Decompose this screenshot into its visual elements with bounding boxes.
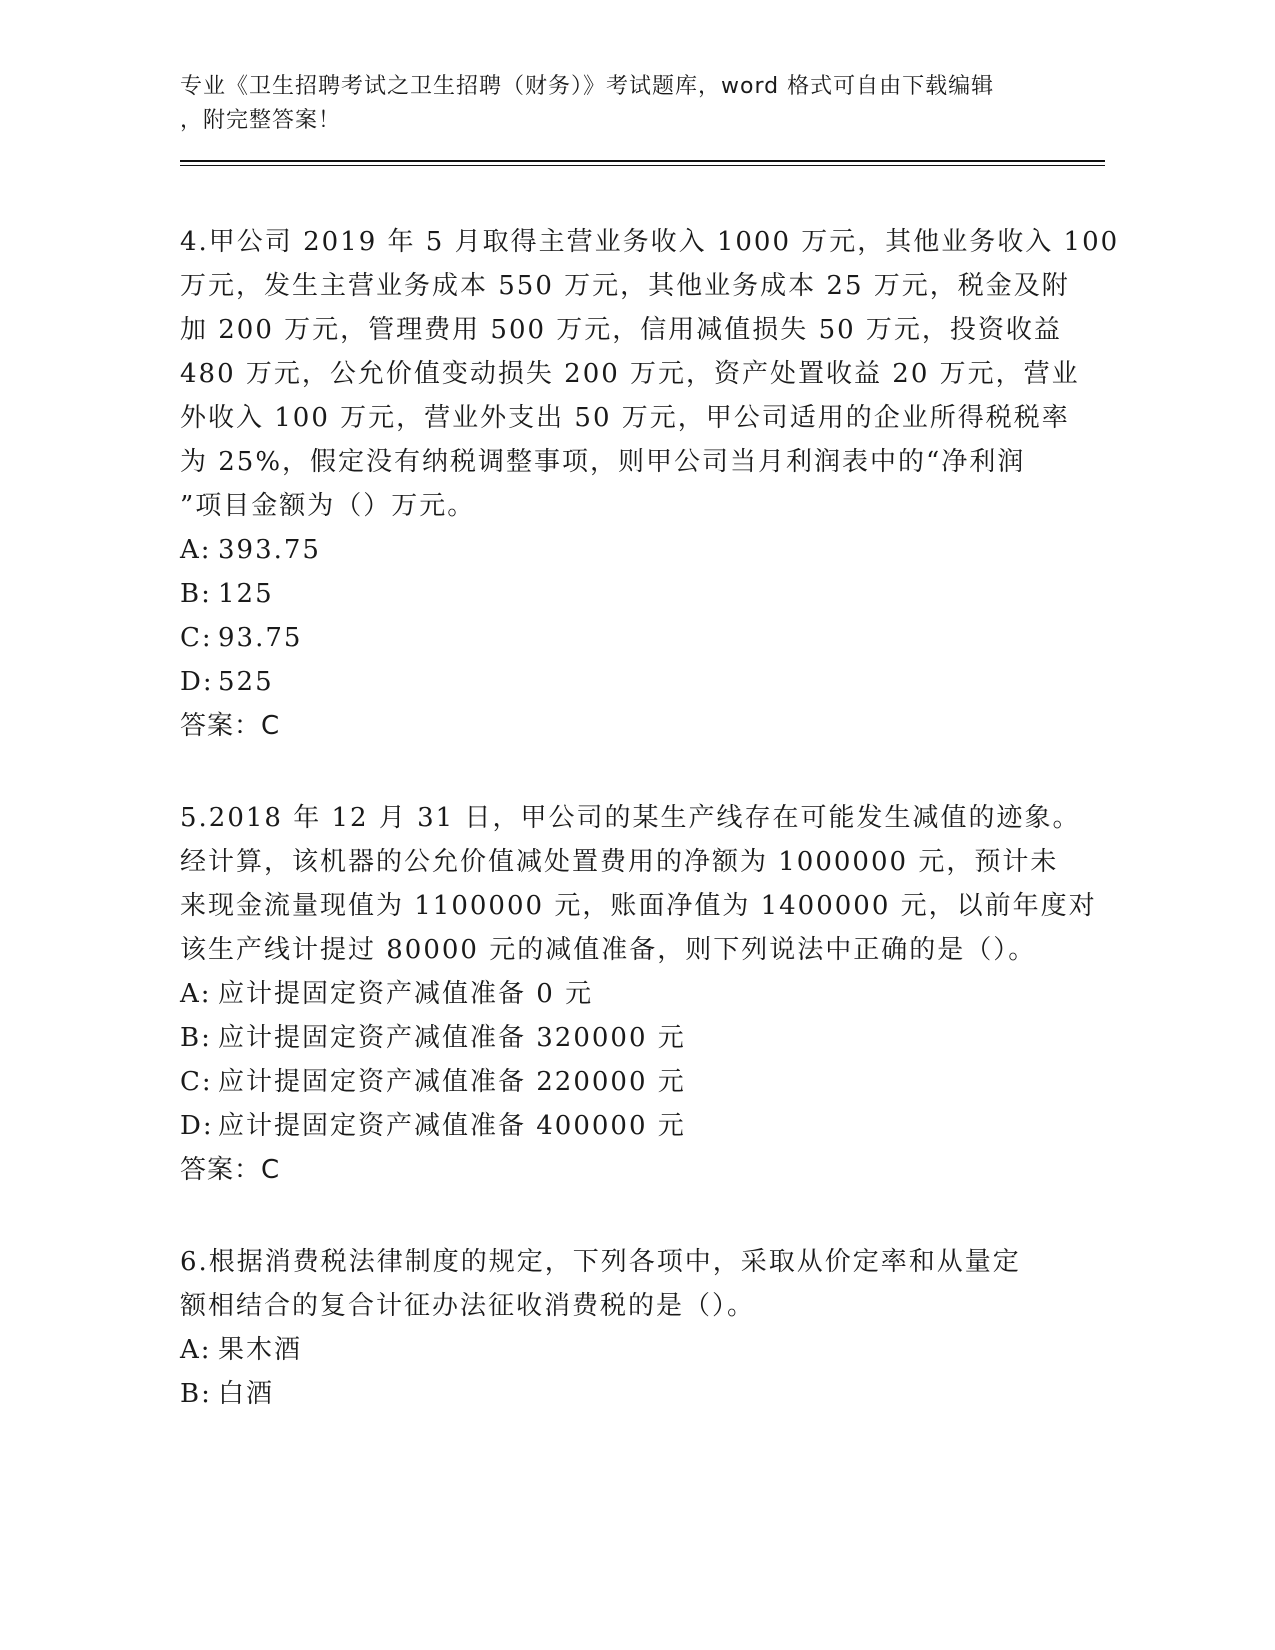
option-text: 125 — [218, 579, 274, 609]
option-text: 白酒 — [218, 1379, 275, 1409]
question-text-line: 外收入 100 万元，营业外支出 50 万元，甲公司适用的企业所得税税率 — [180, 403, 1070, 433]
option-text: 果木酒 — [218, 1335, 303, 1365]
question-text-line: ”项目金额为（）万元。 — [180, 491, 476, 521]
option-text: 应计提固定资产减值准备 320000 元 — [218, 1023, 686, 1053]
question-text-line: 为 25%，假定没有纳税调整事项，则甲公司当月利润表中的“净利润 — [180, 447, 1026, 477]
option-text: 525 — [218, 667, 274, 697]
option-key: C: — [180, 623, 213, 653]
option-b — [180, 1016, 1080, 1060]
option-b — [180, 572, 1080, 616]
option-c — [180, 616, 1080, 660]
option-d — [180, 660, 1080, 704]
question-text-line: 4.甲公司 2019 年 5 月取得主营业务收入 1000 万元，其他业务收入 100 — [180, 227, 1120, 257]
question-text-line: 额相结合的复合计征办法征收消费税的是（）。 — [180, 1291, 756, 1321]
question-text-line: 480 万元，公允价值变动损失 200 万元，资产处置收益 20 万元，营业 — [180, 359, 1080, 389]
option-text: 应计提固定资产减值准备 220000 元 — [218, 1067, 686, 1097]
question-text-line: 6.根据消费税法律制度的规定，下列各项中，采取从价定率和从量定 — [180, 1247, 1021, 1277]
question-5 — [180, 796, 1097, 1192]
document-header — [180, 70, 1080, 138]
option-text: 393.75 — [218, 535, 321, 565]
question-4 — [180, 220, 1120, 748]
question-text-line: 经计算，该机器的公允价值减处置费用的净额为 1000000 元，预计未 — [180, 847, 1059, 877]
header-divider — [180, 160, 1105, 166]
option-text: 93.75 — [218, 623, 303, 653]
option-a — [180, 972, 1080, 1016]
divider-line-thick — [180, 160, 1105, 162]
option-key: B: — [180, 1023, 212, 1053]
option-a — [180, 1328, 1080, 1372]
option-key: A: — [180, 1335, 212, 1365]
option-key: D: — [180, 667, 214, 697]
option-d — [180, 1104, 1080, 1148]
option-key: A: — [180, 535, 212, 565]
answer-line: 答案：C — [180, 711, 281, 741]
document-page — [180, 70, 1120, 1416]
divider-line-thin — [180, 165, 1105, 166]
option-key: D: — [180, 1111, 214, 1141]
question-text-line: 该生产线计提过 80000 元的减值准备，则下列说法中正确的是（）。 — [180, 935, 1037, 965]
option-c — [180, 1060, 1080, 1104]
question-text-line: 5.2018 年 12 月 31 日，甲公司的某生产线存在可能发生减值的迹象。 — [180, 803, 1081, 833]
option-text: 应计提固定资产减值准备 400000 元 — [218, 1111, 686, 1141]
question-text-line: 万元，发生主营业务成本 550 万元，其他业务成本 25 万元，税金及附 — [180, 271, 1070, 301]
option-text: 应计提固定资产减值准备 0 元 — [218, 979, 594, 1009]
header-line-2: ，附完整答案！ — [180, 108, 342, 133]
question-6 — [180, 1240, 1080, 1416]
option-key: B: — [180, 1379, 212, 1409]
question-text-line: 加 200 万元，管理费用 500 万元，信用减值损失 50 万元，投资收益 — [180, 315, 1062, 345]
question-text-line: 来现金流量现值为 1100000 元，账面净值为 1400000 元，以前年度对 — [180, 891, 1097, 921]
answer-line: 答案：C — [180, 1155, 281, 1185]
option-key: C: — [180, 1067, 213, 1097]
option-b — [180, 1372, 1080, 1416]
option-key: B: — [180, 579, 212, 609]
option-a — [180, 528, 1080, 572]
option-key: A: — [180, 979, 212, 1009]
header-line-1: 专业《卫生招聘考试之卫生招聘（财务）》考试题库，word 格式可自由下载编辑 — [180, 74, 995, 99]
